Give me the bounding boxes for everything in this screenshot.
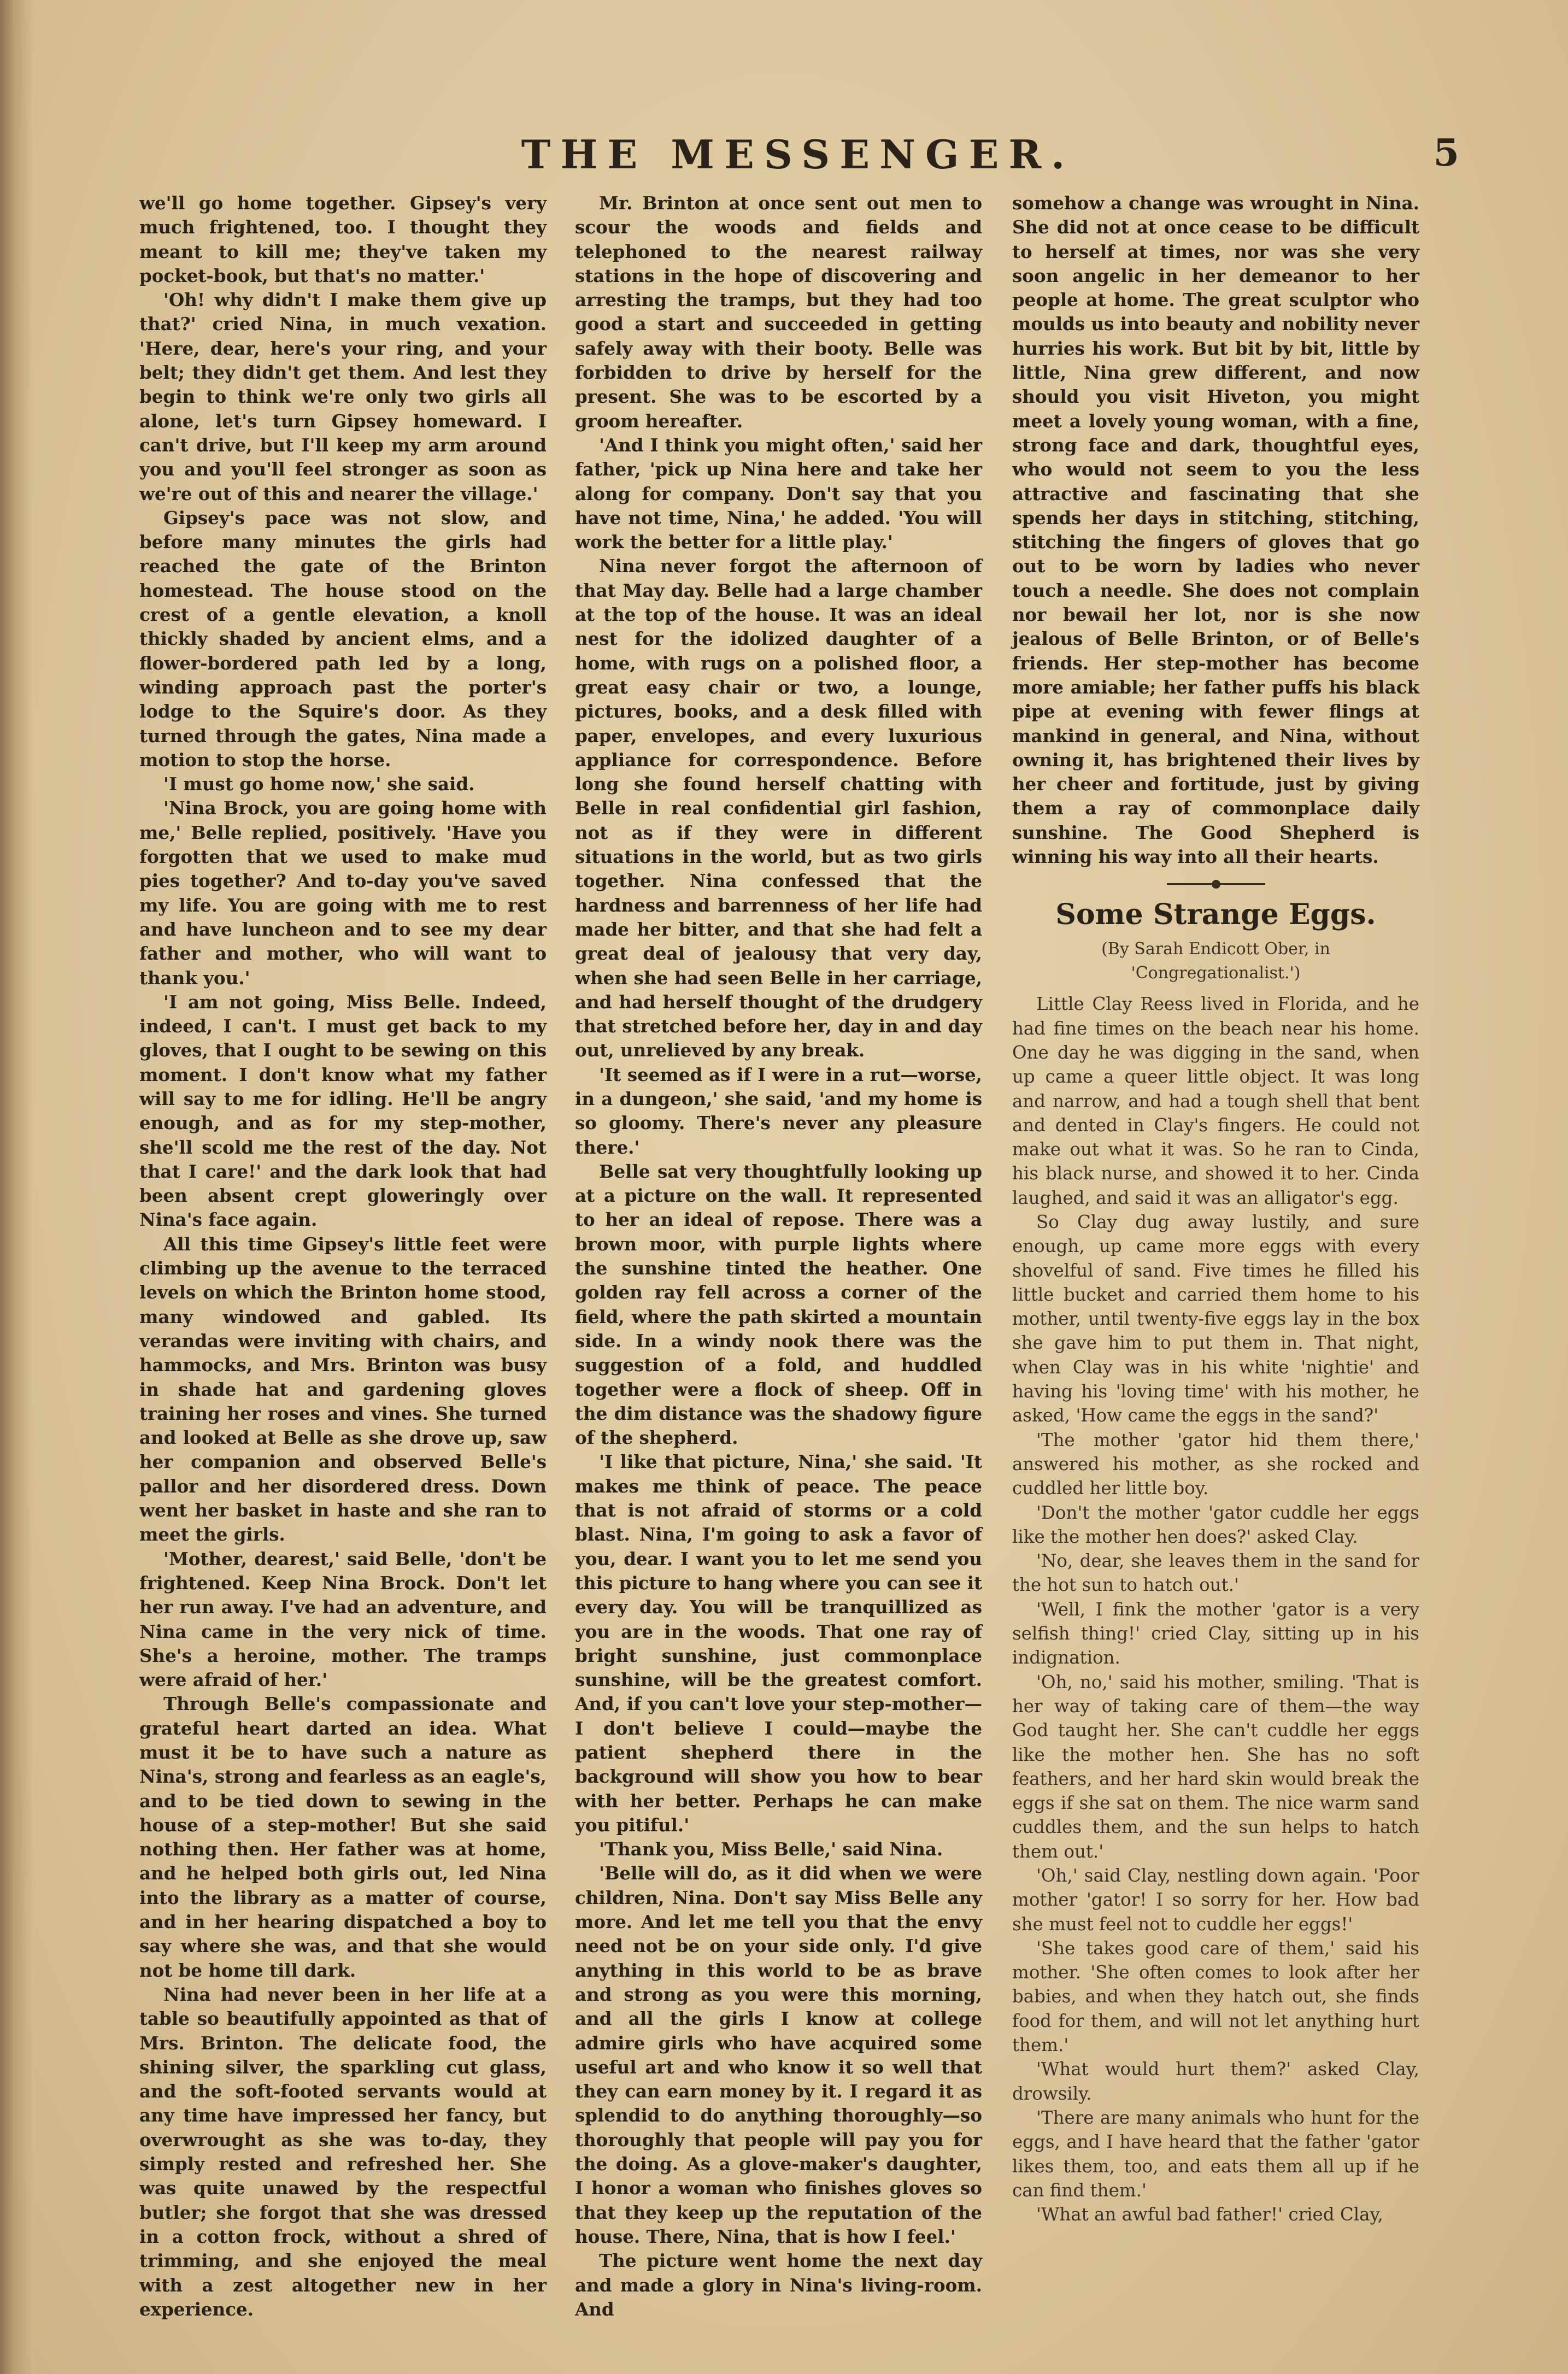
paragraph: All this time Gipsey's little feet were climbing up the avenue to the terraced levels on which the Brinton home stood, many windowed and gabled. Its verandas were inviting with chairs, and hammocks, and Mrs. Brinton was busy in shade hat and gardening gloves training her roses and vines. She turned and looked at Belle as she drove up, saw her companion and observed Belle's pallor and her disordered dress. Down went her basket in haste and she ran to meet the girls.: [139, 1233, 547, 1546]
page-edge: [0, 0, 33, 2374]
masthead: THE MESSENGER.: [521, 131, 1075, 178]
paragraph: 'What would hurt them?' asked Clay, drowsily.: [1012, 2059, 1419, 2104]
paragraph: 'I like that picture, Nina,' she said. 'It makes me think of peace. The peace that is not afraid of storms or a cold blast. Nina, I'm going to ask a favor of you, dear. I want you to let me send you this picture to hang where you can see it every day. You will be tranquillized as you are in the woods. That one ray of bright sunshine, just commonplace sunshine, will be the greatest comfort. And, if you can't love your step-mother—I don't believe I could—maybe the patient shepherd there in the background will show you how to bear with her better. Perhaps he can make you pitiful.': [575, 1451, 982, 1836]
paragraph: The picture went home the next day and made a glory in Nina's living-room. And: [575, 2250, 982, 2320]
paragraph: 'There are many animals who hunt for the eggs, and I have heard that the father 'gator likes them, too, and eats them all up if he can find them.': [1012, 2107, 1419, 2201]
paragraph: So Clay dug away lustily, and sure enough, up came more eggs with every shovelful of sand. Five times he filled his little bucket and carried them home to his mother, until twenty-five eggs lay in the box she gave him to put them in. That night, when Clay was in his white 'nightie' and having his 'loving time' with his mother, he asked, 'How came the eggs in the sand?': [1012, 1211, 1419, 1426]
paragraph: 'Thank you, Miss Belle,' said Nina.: [599, 1838, 943, 1860]
paragraph: Nina had never been in her life at a table so beautifully appointed as that of Mrs. Brinton. The delicate food, the shining silver, the sparkling cut glass, and the soft-footed servants would at any time have impressed her fancy, but overwrought as she was to-day, they simply rested and refreshed her. She was quite unawed by the respectful butler; she forgot that she was dressed in a cotton frock, without a shred of trimming, and she enjoyed the meal with a zest altogether new in her experience.: [139, 1983, 547, 2320]
paragraph: 'The mother 'gator hid them there,' answered his mother, as she rocked and cuddled her little boy.: [1012, 1429, 1419, 1499]
paragraph: 'Well, I fink the mother 'gator is a very selfish thing!' cried Clay, sitting up in his indignation.: [1012, 1599, 1419, 1668]
paragraph: 'Belle will do, as it did when we were children, Nina. Don't say Miss Belle any more. And let me tell you that the envy need not be on your side only. I'd give anything in this world to be as brave and strong as you were this morning, and all the girls I know at college admire girls who have acquired some useful art and who know it so well that they can earn money by it. I regard it as splendid to do anything thoroughly—so thoroughly that people will pay you for the doing. As a glove-maker's daughter, I honor a woman who finishes gloves so that they keep up the reputation of the house. There, Nina, that is how I feel.': [575, 1862, 982, 2247]
paragraph: 'Oh! why didn't I make them give up that?' cried Nina, in much vexation. 'Here, dear, here's your ring, and your belt; they didn't get them. And lest they begin to think we're only two girls all alone, let's turn Gipsey homeward. I can't drive, but I'll keep my arm around you and you'll feel stronger as soon as we're out of this and nearer the village.': [139, 289, 547, 504]
paragraph: Belle sat very thoughtfully looking up at a picture on the wall. It represented to her an ideal of repose. There was a brown moor, with purple lights where the sunshine tinted the heather. One golden ray fell across a corner of the field, where the path skirted a mountain side. In a windy nook there was the suggestion of a fold, and huddled together were a flock of sheep. Off in the dim distance was the shadowy figure of the shepherd.: [575, 1160, 982, 1449]
paragraph: 'Nina Brock, you are going home with me,' Belle replied, positively. 'Have you forgotten that we used to make mud pies together? And to-day you've saved my life. You are going with me to rest and have luncheon and to see my dear father and mother, who will want to thank you.': [139, 797, 547, 989]
column-1: [139, 191, 547, 2322]
section-divider: [1167, 883, 1265, 885]
paragraph: Through Belle's compassionate and grateful heart darted an idea. What must it be to have such a nature as Nina's, strong and fearless as an eagle's, and to be tied down to sewing in the house of a step-mother! But she said nothing then. Her father was at home, and he helped both girls out, led Nina into the library as a matter of course, and in her hearing dispatched a boy to say where she was, and that she would not be home till dark.: [139, 1693, 547, 1981]
page-header: [137, 131, 1459, 191]
paragraph: Gipsey's pace was not slow, and before many minutes the girls had reached the gate of the Brinton homestead. The house stood on the crest of a gentle elevation, a knoll thickly shaded by ancient elms, and a flower-bordered path led by a long, winding approach past the porter's lodge to the Squire's door. As they turned through the gates, Nina made a motion to stop the horse.: [139, 507, 547, 771]
story-continuation: [1012, 191, 1419, 869]
paragraph: Nina never forgot the afternoon of that May day. Belle had a large chamber at the top of the house. It was an ideal nest for the idolized daughter of a home, with rugs on a polished floor, a great easy chair or two, a lounge, pictures, books, and a desk filled with paper, envelopes, and every luxurious appliance for correspondence. Before long she found herself chatting with Belle in real confidential girl fashion, not as if they were in different situations in the world, but as two girls together. Nina confessed that the hardness and barrenness of her life had made her bitter, and that she had felt a great deal of jealousy that very day, when she had seen Belle in her carriage, and had herself thought of the drudgery that stretched before her, day in and day out, unrelieved by any break.: [575, 555, 982, 1061]
article-byline: (By Sarah Endicott Ober, in 'Congregationalist.'): [1101, 939, 1330, 983]
article-title: Some Strange Eggs.: [1055, 898, 1376, 932]
paragraph: 'And I think you might often,' said her father, 'pick up Nina here and take her along for company. Don't say that you have not time, Nina,' he added. 'You will work the better for a little play.': [575, 434, 982, 553]
paragraph: 'Oh, no,' said his mother, smiling. 'That is her way of taking care of them—the way God taught her. She can't cuddle her eggs like the mother hen. She has no soft feathers, and her hard skin would break the eggs if she sat on them. The nice warm sand cuddles them, and the sun helps to hatch them out.': [1012, 1671, 1419, 1862]
paragraph: 'I must go home now,' she said.: [163, 773, 475, 795]
column-3: [1012, 191, 1419, 2226]
article-body: [1012, 992, 1419, 2226]
paragraph: 'Oh,' said Clay, nestling down again. 'Poor mother 'gator! I so sorry for her. How bad she must feel not to cuddle her eggs!': [1012, 1865, 1419, 1935]
paragraph: 'It seemed as if I were in a rut—worse, in a dungeon,' she said, 'and my home is so gloomy. There's never any pleasure there.': [575, 1063, 982, 1158]
paragraph: Mr. Brinton at once sent out men to scour the woods and fields and telephoned to the nearest railway stations in the hope of discovering and arresting the tramps, but they had too good a start and succeeded in getting safely away with their booty. Belle was forbidden to drive by herself for the present. She was to be escorted by a groom hereafter.: [575, 192, 982, 432]
paragraph: 'She takes good care of them,' said his mother. 'She often comes to look after her babies, and when they hatch out, she finds food for them, and will not let anything hurt them.': [1012, 1937, 1419, 2056]
paragraph: we'll go home together. Gipsey's very much frightened, too. I thought they meant to kill me; they've taken my pocket-book, but that's no matter.': [139, 192, 547, 286]
paragraph: 'I am not going, Miss Belle. Indeed, indeed, I can't. I must get back to my gloves, that I ought to be sewing on this moment. I don't know what my father will say to me for idling. He'll be angry enough, and as for my step-mother, she'll scold me the rest of the day. Not that I care!' and the dark look that had been absent crept gloweringly over Nina's face again.: [139, 991, 547, 1231]
column-2: [575, 191, 982, 2322]
paragraph: 'Don't the mother 'gator cuddle her eggs like the mother hen does?' asked Clay.: [1012, 1502, 1419, 1547]
page-number: 5: [1433, 131, 1459, 175]
paragraph: 'No, dear, she leaves them in the sand for the hot sun to hatch out.': [1012, 1550, 1419, 1596]
paragraph: Little Clay Reess lived in Florida, and he had fine times on the beach near his home. One day he was digging in the sand, when up came a queer little object. It was long and narrow, and had a tough shell that bent and dented in Clay's fingers. He could not make out what it was. So he ran to Cinda, his black nurse, and showed it to her. Cinda laughed, and said it was an alligator's egg.: [1012, 994, 1419, 1208]
paragraph: somehow a change was wrought in Nina. She did not at once cease to be difficult to herself at times, nor was she very soon angelic in her demeanor to her people at home. The great sculptor who moulds us into beauty and nobility never hurries his work. But bit by bit, little by little, Nina grew different, and now should you visit Hiveton, you might meet a lovely young woman, with a fine, strong face and dark, thoughtful eyes, who would not seem to you the less attractive and fascinating that she spends her days in stitching, stitching, stitching the fingers of gloves that go out to be worn by ladies who never touch a needle. She does not complain nor bewail her lot, nor is she now jealous of Belle Brinton, or of Belle's friends. Her step-mother has become more amiable; her father puffs his black pipe at evening with fewer flings at mankind in general, and Nina, without owning it, has brightened their lives by her cheer and fortitude, just by giving them a ray of commonplace daily sunshine. The Good Shepherd is winning his way into all their hearts.: [1012, 192, 1419, 868]
paragraph: 'Mother, dearest,' said Belle, 'don't be frightened. Keep Nina Brock. Don't let her run away. I've had an adventure, and Nina came in the very nick of time. She's a heroine, mother. The tramps were afraid of her.': [139, 1548, 547, 1691]
paragraph: 'What an awful bad father!' cried Clay,: [1036, 2204, 1383, 2225]
